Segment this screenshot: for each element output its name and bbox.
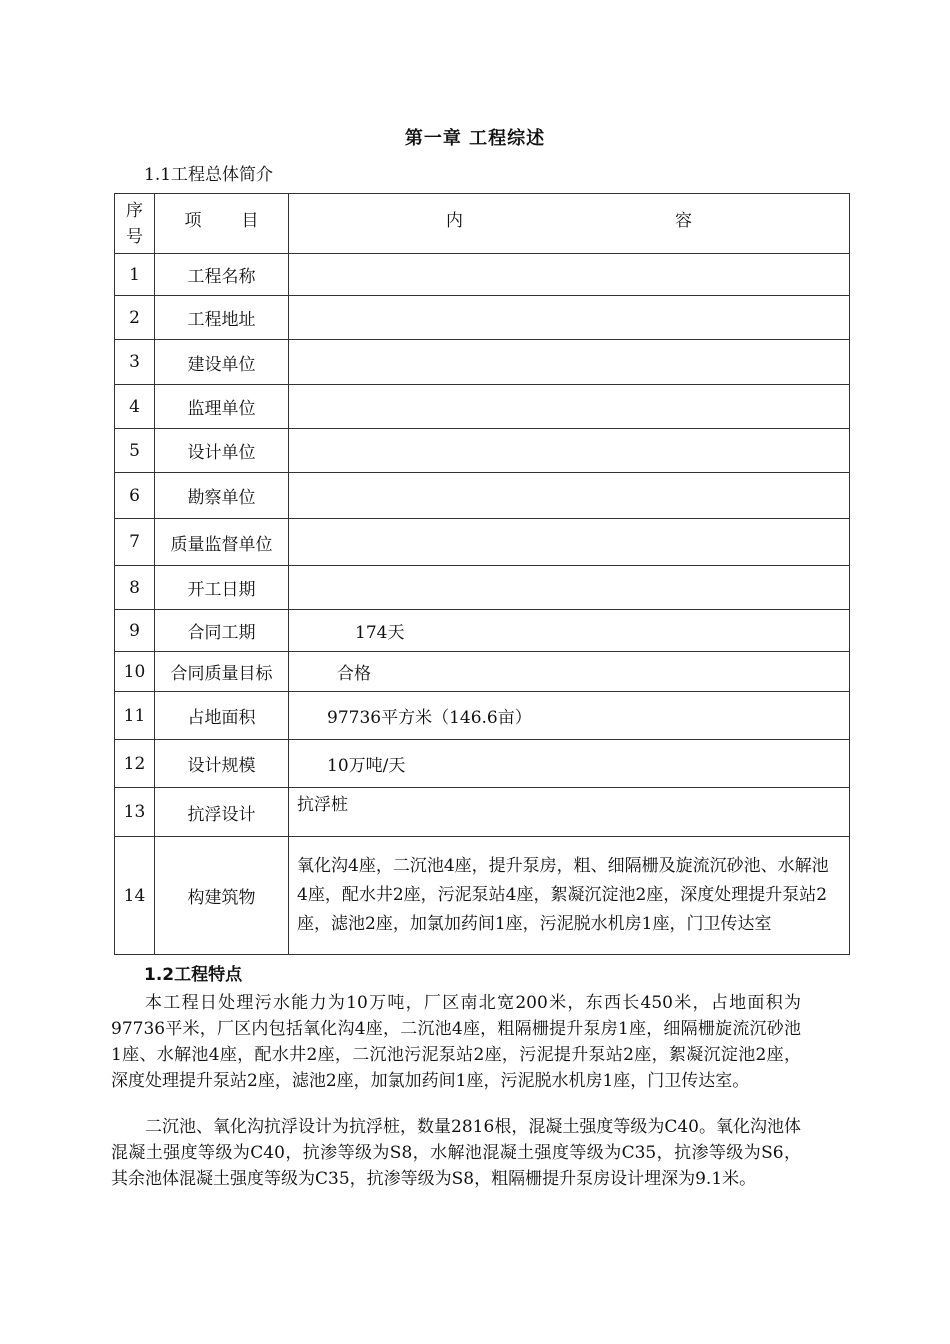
paragraph: 本工程日处理污水能力为10万吨，厂区南北宽200米，东西长450米，占地面积为97736平米，厂区内包括氧化沟4座，二沉池4座，粗隔栅提升泵房1座，细隔栅旋流沉砂池1座、水解池4座，配水井2座，二沉池污泥泵站2座，污泥提升泵站2座，絮凝沉淀池2座，深度处理提升泵站2座，滤池2座，加氯加药间1座，污泥脱水机房1座，门卫传达室。 [111, 993, 801, 1091]
table-row: 8 开工日期 [115, 566, 850, 610]
table-row: 5 设计单位 [115, 429, 850, 473]
table-row: 11 占地面积 97736平方米（146.6亩） [115, 692, 850, 740]
chapter-title: 第一章 工程综述 [404, 128, 546, 149]
table-header-row [115, 194, 850, 254]
table-row: 10 合同质量目标 合格 [115, 652, 850, 692]
table-row: 4 监理单位 [115, 385, 850, 429]
project-overview-table [114, 193, 850, 955]
header-content: 内 容 [289, 194, 850, 254]
section-1-1-title: 1.1工程总体简介 [144, 165, 274, 185]
table-row: 12 设计规模 10万吨/天 [115, 740, 850, 788]
table-row: 6 勘察单位 [115, 473, 850, 519]
table-row: 3 建设单位 [115, 340, 850, 385]
table-row: 7 质量监督单位 [115, 519, 850, 566]
header-no: 序 号 [115, 194, 155, 254]
table-row: 9 合同工期 174天 [115, 610, 850, 652]
table-row: 14 构建筑物 氧化沟4座，二沉池4座，提升泵房，粗、细隔栅及旋流沉砂池、水解池4座，配水井2座，污泥泵站4座，絮凝沉淀池2座，深度处理提升泵站2座，滤池2座，加氯加药间1座，污泥脱水机房1座，门卫传达室 [115, 837, 850, 955]
table-row: 1 工程名称 [115, 254, 850, 296]
paragraph: 二沉池、氧化沟抗浮设计为抗浮桩，数量2816根，混凝土强度等级为C40。氧化沟池体混凝土强度等级为C40，抗渗等级为S8，水解池混凝土强度等级为C35，抗渗等级为S6，其余池体混凝土强度等级为C35，抗渗等级为S8，粗隔栅提升泵房设计埋深为9.1米。 [111, 1117, 801, 1189]
table-row: 2 工程地址 [115, 296, 850, 340]
table-row: 13 抗浮设计 抗浮桩 [115, 788, 850, 837]
header-item: 项 目 [155, 194, 289, 254]
section-1-2-title: 1.2工程特点 [144, 965, 243, 985]
